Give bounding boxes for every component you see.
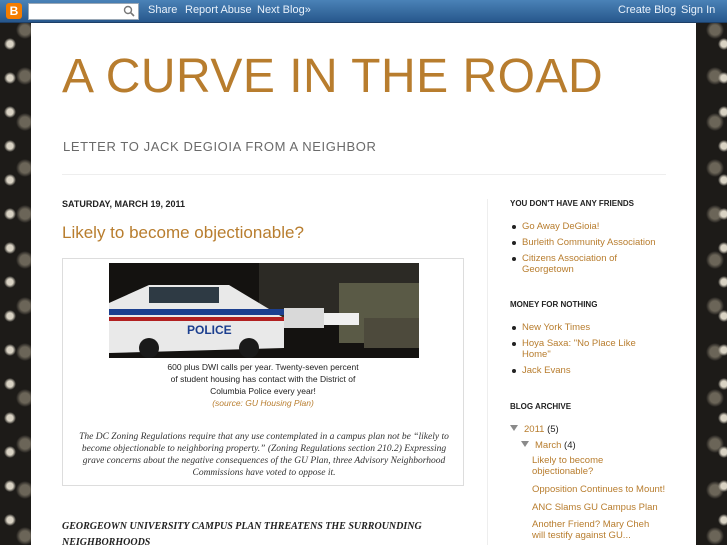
caption-source-link[interactable]: (source: GU Housing Plan): [212, 398, 314, 408]
archive-month[interactable]: March: [535, 440, 562, 451]
archive-post-link[interactable]: Likely to become objectionable?: [532, 455, 604, 477]
caption-text: 600 plus DWI calls per year. Twenty-seven percent of student housing has contact with the District of Columbia Police every year!: [167, 362, 359, 396]
archive-month-row[interactable]: [521, 440, 576, 451]
post-headline: GEORGEOWN UNIVERSITY CAMPUS PLAN THREATENS THE SURROUNDING NEIGHBORHOODS: [62, 521, 422, 545]
money-heading: MONEY FOR NOTHING: [510, 300, 598, 309]
blog-main: [31, 23, 696, 545]
share-link[interactable]: Share: [148, 4, 178, 16]
money-link[interactable]: New York Times: [510, 322, 645, 333]
header-divider: [62, 174, 666, 175]
expand-triangle-icon[interactable]: [510, 425, 518, 431]
blogger-navbar: [0, 0, 727, 23]
sidebar-divider: [487, 199, 488, 545]
money-list: [510, 322, 645, 381]
sign-in-link[interactable]: Sign In: [681, 4, 716, 16]
blogger-logo-icon[interactable]: B: [6, 3, 22, 19]
archive-month-count: (4): [564, 440, 576, 451]
archive-post-link[interactable]: ANC Slams GU Campus Plan: [532, 502, 658, 513]
blog-title[interactable]: A CURVE IN THE ROAD: [62, 50, 604, 103]
archive-year-count: (5): [547, 424, 559, 435]
archive-post-link[interactable]: Opposition Continues to Mount!: [532, 484, 666, 495]
police-car-photo-icon: [109, 263, 419, 358]
archive-heading: BLOG ARCHIVE: [510, 402, 572, 411]
police-label: POLICE: [187, 323, 232, 337]
search-icon[interactable]: [123, 5, 135, 17]
friends-link[interactable]: Citizens Association of Georgetown: [510, 253, 670, 275]
archive-year[interactable]: 2011: [524, 424, 545, 435]
image-caption: [163, 361, 363, 409]
next-blog-link[interactable]: Next Blog»: [257, 4, 311, 16]
archive-post-link[interactable]: Another Friend? Mary Cheh will testify against GU...: [532, 519, 650, 541]
friends-heading: YOU DON'T HAVE ANY FRIENDS: [510, 199, 634, 208]
report-abuse-link[interactable]: Report Abuse: [185, 4, 252, 16]
post-figure: [62, 258, 464, 486]
money-link[interactable]: Jack Evans: [510, 365, 645, 376]
expand-triangle-icon[interactable]: [521, 441, 529, 447]
post-date: SATURDAY, MARCH 19, 2011: [62, 199, 186, 209]
friends-link[interactable]: Burleith Community Association: [510, 237, 670, 248]
zoning-quote: The DC Zoning Regulations require that any use contemplated in a campus plan not be “likely to become objectionable to neighboring property.” (Zoning Regulations section 210.2) Expressing grave concerns about the negative consequences of the GU Plan, three Advisory Neighborhood Commissions have voted to oppose it.: [79, 432, 449, 478]
police-car-image[interactable]: [109, 263, 419, 358]
money-link[interactable]: Hoya Saxa: "No Place Like Home": [510, 338, 645, 360]
create-blog-link[interactable]: Create Blog: [618, 4, 677, 16]
blog-description: LETTER TO JACK DEGIOIA FROM A NEIGHBOR: [63, 139, 377, 154]
search-input[interactable]: [28, 3, 139, 20]
friends-list: [510, 221, 670, 280]
friends-link[interactable]: Go Away DeGioia!: [510, 221, 670, 232]
archive-year-row[interactable]: [510, 424, 559, 435]
post-title[interactable]: Likely to become objectionable?: [62, 223, 304, 242]
